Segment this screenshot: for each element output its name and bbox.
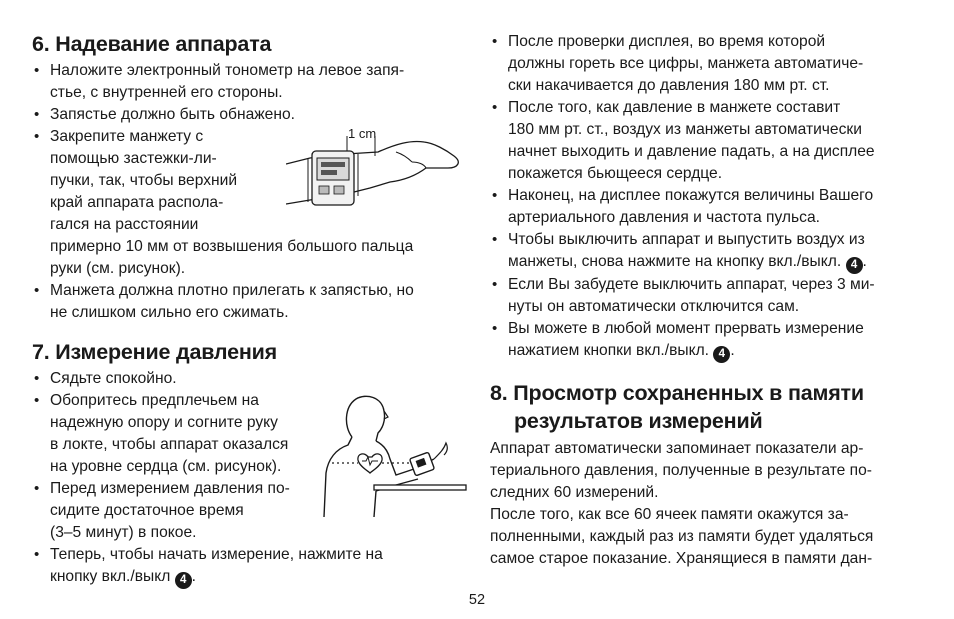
line: Манжета должна плотно прилегать к запястью, но (50, 282, 414, 299)
line: Аппарат автоматически запоминает показатели ар- (490, 440, 864, 457)
line: на уровне сердца (см. рисунок). (50, 458, 282, 475)
section8-paragraph-1 (490, 438, 922, 504)
list-item (490, 185, 922, 229)
wrist-cuff-illustration (286, 96, 464, 214)
line: Обопритесь предплечьем на (50, 392, 259, 409)
line: артериального давления и частота пульса. (508, 209, 820, 226)
wrist-hand-icon (286, 96, 464, 214)
section8-title-line2: результатов измерений (514, 409, 763, 433)
list-item (490, 31, 922, 97)
line: После проверки дисплея, во время которой (508, 33, 826, 50)
line: Теперь, чтобы начать измерение, нажмите на (50, 546, 383, 563)
line: манжеты, снова нажмите на кнопку вкл./выкл. (508, 253, 842, 270)
line: примерно 10 мм от возвышения большого пальца (50, 238, 414, 255)
list-item: • Вы можете в любой момент прервать измерение нажатием кнопки вкл./выкл. 4 . (490, 318, 922, 363)
section8-title (490, 379, 922, 435)
line: нажатием кнопки вкл./выкл. (508, 342, 710, 359)
line: ски накачивается до давления 180 мм рт. ст. (508, 77, 830, 94)
line: помощью застежки-ли- (50, 150, 217, 167)
line: Если Вы забудете выключить аппарат, через 3 ми- (508, 276, 875, 293)
list-item (32, 368, 460, 390)
line: После того, как давление в манжете составит (508, 99, 841, 116)
line: териального давления, полученные в результате по- (490, 462, 872, 479)
list-item (490, 274, 922, 318)
section8-paragraph-2 (490, 504, 922, 570)
line: пучки, так, чтобы верхний (50, 172, 238, 189)
line: Чтобы выключить аппарат и выпустить воздух из (508, 231, 865, 248)
line: (3–5 минут) в покое. (50, 524, 197, 541)
line: полненными, каждый раз из памяти будет удаляться (490, 528, 874, 545)
line: Наконец, на дисплее покажутся величины Вашего (508, 187, 874, 204)
line: начнет выходить и давление падать, а на дисплее (508, 143, 875, 160)
line: нуты он автоматически отключится сам. (508, 298, 800, 315)
section6-title: 6. Надевание аппарата (32, 32, 272, 56)
line: 180 мм рт. ст., воздух из манжеты автоматически (508, 121, 862, 138)
line: стье, с внутренней его стороны. (50, 84, 283, 101)
page-number: 52 (468, 592, 486, 608)
line: край аппарата распола- (50, 194, 224, 211)
line: После того, как все 60 ячеек памяти окажутся за- (490, 506, 849, 523)
section7-title: 7. Измерение давления (32, 340, 278, 364)
list-item: • Чтобы выключить аппарат и выпустить воздух из манжеты, снова нажмите на кнопку вкл./выкл. 4 . (490, 229, 922, 274)
line: следних 60 измерений. (490, 484, 659, 501)
line: руки (см. рисунок). (50, 260, 186, 277)
line: самое старое показание. Хранящиеся в памяти дан- (490, 550, 873, 567)
line: Перед измерением давления по- (50, 480, 290, 497)
seated-person-illustration (322, 393, 468, 523)
line: в локте, чтобы аппарат оказался (50, 436, 289, 453)
line: сидите достаточное время (50, 502, 244, 519)
right-column (490, 31, 922, 570)
line: покажется бьющееся сердце. (508, 165, 723, 182)
list-item: • Теперь, чтобы начать измерение, нажмите на кнопку вкл./выкл 4 . (32, 544, 460, 589)
list-item (490, 97, 922, 185)
person-heart-icon (322, 393, 468, 523)
button-4-icon: 4 (713, 346, 730, 363)
line: Наложите электронный тонометр на левое запя- (50, 62, 405, 79)
line: надежную опору и согните руку (50, 414, 278, 431)
line: Вы можете в любой момент прервать измерение (508, 320, 864, 337)
line: должны гореть все цифры, манжета автоматиче- (508, 55, 864, 72)
figure-label: 1 cm (348, 126, 377, 141)
list-item (32, 280, 460, 324)
line: гался на расстоянии (50, 216, 199, 233)
section8-title-line1: 8. Просмотр сохраненных в памяти (490, 381, 864, 405)
line: Запястье должно быть обнажено. (50, 106, 295, 123)
button-4-icon: 4 (175, 572, 192, 589)
line: Сядьте спокойно. (50, 370, 177, 387)
button-4-icon: 4 (846, 257, 863, 274)
line: кнопку вкл./выкл (50, 568, 171, 585)
line: не слишком сильно его сжимать. (50, 304, 289, 321)
measurement-list (490, 31, 922, 363)
line: Закрепите манжету с (50, 128, 204, 145)
